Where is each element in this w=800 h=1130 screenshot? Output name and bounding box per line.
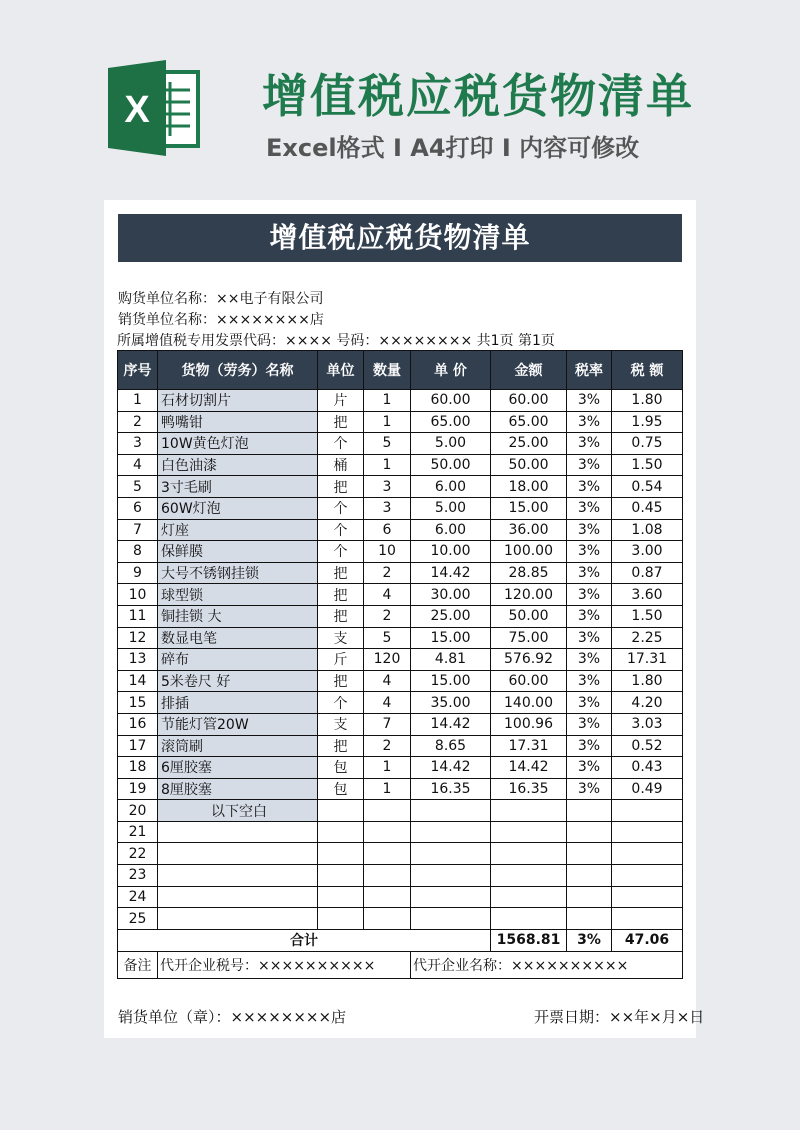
cell-price: [411, 843, 491, 865]
cell-qty: [364, 908, 411, 930]
cell-tax: [612, 886, 683, 908]
cell-qty: 3: [364, 497, 411, 519]
cell-name: 8厘胶塞: [158, 778, 318, 800]
cell-qty: [364, 886, 411, 908]
cell-qty: 2: [364, 735, 411, 757]
cell-amount: 100.00: [491, 541, 567, 563]
table-row: [118, 757, 683, 779]
cell-price: [411, 865, 491, 887]
cell-qty: 1: [364, 778, 411, 800]
cell-name: 大号不锈钢挂锁: [158, 562, 318, 584]
footer-invoice-date: 开票日期：××年×月×日: [534, 1008, 705, 1026]
table-header-row: [118, 351, 683, 390]
cell-amount: 120.00: [491, 584, 567, 606]
cell-name: 滚筒刷: [158, 735, 318, 757]
cell-no: 12: [118, 627, 158, 649]
table-row: [118, 519, 683, 541]
cell-price: [411, 886, 491, 908]
cell-tax: 0.52: [612, 735, 683, 757]
cell-no: 2: [118, 411, 158, 433]
cell-price: 10.00: [411, 541, 491, 563]
document-sheet: [104, 200, 705, 1038]
table-row: [118, 605, 683, 627]
cell-name: 石材切割片: [158, 390, 318, 412]
remark-label: 备注: [118, 951, 158, 978]
cell-amount: 140.00: [491, 692, 567, 714]
cell-amount: [491, 821, 567, 843]
table-row: [118, 778, 683, 800]
cell-rate: [567, 886, 612, 908]
cell-name: [158, 908, 318, 930]
invoice-code-line: 所属增值税专用发票代码：×××× 号码：×××××××× 共1页 第1页: [117, 333, 555, 349]
cell-price: 65.00: [411, 411, 491, 433]
table-row: [118, 908, 683, 930]
cell-no: 22: [118, 843, 158, 865]
excel-logo-icon: [104, 58, 204, 158]
cell-unit: 个: [318, 497, 364, 519]
cell-amount: 75.00: [491, 627, 567, 649]
col-header-unit: 单位: [318, 351, 364, 390]
cell-amount: 16.35: [491, 778, 567, 800]
cell-name: 节能灯管20W: [158, 713, 318, 735]
cell-amount: 18.00: [491, 476, 567, 498]
cell-tax: 0.45: [612, 497, 683, 519]
cell-amount: 36.00: [491, 519, 567, 541]
cell-qty: 120: [364, 649, 411, 671]
cell-unit: 把: [318, 605, 364, 627]
cell-rate: 3%: [567, 649, 612, 671]
cell-no: 1: [118, 390, 158, 412]
cell-rate: 3%: [567, 692, 612, 714]
cell-name: 鸭嘴钳: [158, 411, 318, 433]
cell-qty: 3: [364, 476, 411, 498]
cell-rate: 3%: [567, 454, 612, 476]
cell-tax: [612, 821, 683, 843]
table-row: [118, 670, 683, 692]
cell-no: 19: [118, 778, 158, 800]
cell-no: 9: [118, 562, 158, 584]
cell-qty: 10: [364, 541, 411, 563]
cell-tax: 0.75: [612, 433, 683, 455]
goods-table: [117, 350, 683, 979]
cell-tax: 3.00: [612, 541, 683, 563]
cell-amount: [491, 886, 567, 908]
cell-unit: 包: [318, 757, 364, 779]
cell-no: 13: [118, 649, 158, 671]
cell-name: [158, 865, 318, 887]
cell-rate: [567, 908, 612, 930]
cell-name: 5米卷尺 好: [158, 670, 318, 692]
buyer-name: 购货单位名称：××电子有限公司: [118, 291, 324, 307]
cell-unit: 个: [318, 519, 364, 541]
cell-amount: 50.00: [491, 605, 567, 627]
cell-tax: 3.60: [612, 584, 683, 606]
cell-tax: 4.20: [612, 692, 683, 714]
cell-price: 14.42: [411, 713, 491, 735]
page-title: 增值税应税货物清单: [262, 69, 694, 123]
cell-amount: 15.00: [491, 497, 567, 519]
cell-unit: 个: [318, 433, 364, 455]
cell-no: 20: [118, 800, 158, 822]
table-row: [118, 433, 683, 455]
cell-amount: 60.00: [491, 670, 567, 692]
cell-name: 铜挂锁 大: [158, 605, 318, 627]
cell-rate: 3%: [567, 627, 612, 649]
cell-amount: [491, 800, 567, 822]
cell-rate: 3%: [567, 519, 612, 541]
col-header-qty: 数量: [364, 351, 411, 390]
table-row: [118, 627, 683, 649]
cell-no: 8: [118, 541, 158, 563]
cell-amount: 50.00: [491, 454, 567, 476]
cell-name: 白色油漆: [158, 454, 318, 476]
cell-price: 14.42: [411, 562, 491, 584]
cell-unit: 支: [318, 713, 364, 735]
table-row: [118, 713, 683, 735]
cell-amount: 25.00: [491, 433, 567, 455]
cell-unit: 包: [318, 778, 364, 800]
cell-amount: [491, 865, 567, 887]
cell-price: 25.00: [411, 605, 491, 627]
cell-qty: 1: [364, 454, 411, 476]
cell-unit: 个: [318, 541, 364, 563]
cell-unit: 把: [318, 670, 364, 692]
cell-unit: 把: [318, 562, 364, 584]
cell-no: 10: [118, 584, 158, 606]
cell-no: 24: [118, 886, 158, 908]
cell-price: 8.65: [411, 735, 491, 757]
table-row: [118, 800, 683, 822]
cell-rate: 3%: [567, 497, 612, 519]
remark-tax-no: 代开企业税号：××××××××××: [158, 951, 411, 978]
table-row: [118, 584, 683, 606]
cell-price: 15.00: [411, 670, 491, 692]
cell-price: 6.00: [411, 519, 491, 541]
col-header-rate: 税率: [567, 351, 612, 390]
cell-name: 排插: [158, 692, 318, 714]
cell-rate: 3%: [567, 584, 612, 606]
cell-tax: 0.87: [612, 562, 683, 584]
cell-rate: 3%: [567, 562, 612, 584]
table-row: [118, 886, 683, 908]
cell-rate: 3%: [567, 411, 612, 433]
cell-price: 5.00: [411, 433, 491, 455]
cell-tax: [612, 800, 683, 822]
table-row: [118, 497, 683, 519]
cell-amount: 60.00: [491, 390, 567, 412]
cell-qty: 1: [364, 411, 411, 433]
total-rate: 3%: [567, 929, 612, 951]
cell-no: 3: [118, 433, 158, 455]
table-row: [118, 735, 683, 757]
cell-qty: 7: [364, 713, 411, 735]
cell-tax: 1.95: [612, 411, 683, 433]
cell-unit: 支: [318, 627, 364, 649]
cell-tax: 0.49: [612, 778, 683, 800]
cell-no: 5: [118, 476, 158, 498]
table-row: [118, 865, 683, 887]
cell-price: 50.00: [411, 454, 491, 476]
col-header-amount: 金额: [491, 351, 567, 390]
cell-name: 保鲜膜: [158, 541, 318, 563]
footer-seller-seal: 销货单位（章）：××××××××店: [118, 1008, 347, 1026]
cell-no: 21: [118, 821, 158, 843]
cell-tax: 3.03: [612, 713, 683, 735]
cell-tax: [612, 908, 683, 930]
cell-qty: 5: [364, 627, 411, 649]
cell-tax: 0.54: [612, 476, 683, 498]
cell-name: 灯座: [158, 519, 318, 541]
cell-qty: 2: [364, 562, 411, 584]
cell-rate: [567, 800, 612, 822]
cell-amount: 100.96: [491, 713, 567, 735]
table-row: [118, 649, 683, 671]
cell-unit: [318, 821, 364, 843]
cell-rate: 3%: [567, 433, 612, 455]
page-subtitle: Excel格式 I A4打印 I 内容可修改: [266, 134, 640, 162]
svg-text:X: X: [124, 89, 150, 131]
cell-unit: 把: [318, 476, 364, 498]
table-row: [118, 411, 683, 433]
cell-name: [158, 821, 318, 843]
cell-qty: 4: [364, 670, 411, 692]
cell-unit: 斤: [318, 649, 364, 671]
cell-price: 4.81: [411, 649, 491, 671]
cell-name: [158, 886, 318, 908]
col-header-tax: 税 额: [612, 351, 683, 390]
cell-rate: 3%: [567, 757, 612, 779]
cell-price: 14.42: [411, 757, 491, 779]
col-header-name: 货物（劳务）名称: [158, 351, 318, 390]
col-header-no: 序号: [118, 351, 158, 390]
cell-rate: [567, 843, 612, 865]
cell-rate: 3%: [567, 735, 612, 757]
cell-tax: 1.50: [612, 605, 683, 627]
cell-amount: 576.92: [491, 649, 567, 671]
cell-rate: [567, 865, 612, 887]
total-amount: 1568.81: [491, 929, 567, 951]
cell-tax: 1.80: [612, 390, 683, 412]
cell-qty: [364, 800, 411, 822]
total-label: 合计: [118, 929, 491, 951]
cell-unit: [318, 886, 364, 908]
cell-price: 30.00: [411, 584, 491, 606]
cell-name: [158, 843, 318, 865]
cell-price: 35.00: [411, 692, 491, 714]
cell-unit: 个: [318, 692, 364, 714]
cell-no: 4: [118, 454, 158, 476]
remark-row: [118, 951, 683, 978]
cell-rate: 3%: [567, 778, 612, 800]
table-row: [118, 821, 683, 843]
cell-price: [411, 908, 491, 930]
cell-name: 球型锁: [158, 584, 318, 606]
table-row: [118, 692, 683, 714]
sheet-title-banner: 增值税应税货物清单: [118, 214, 682, 262]
cell-unit: [318, 865, 364, 887]
total-row: [118, 929, 683, 951]
cell-name: 3寸毛刷: [158, 476, 318, 498]
cell-tax: [612, 843, 683, 865]
cell-no: 16: [118, 713, 158, 735]
cell-amount: [491, 908, 567, 930]
cell-rate: 3%: [567, 713, 612, 735]
cell-unit: 把: [318, 411, 364, 433]
cell-price: [411, 821, 491, 843]
cell-rate: 3%: [567, 670, 612, 692]
cell-amount: [491, 843, 567, 865]
cell-no: 6: [118, 497, 158, 519]
cell-unit: 片: [318, 390, 364, 412]
cell-no: 23: [118, 865, 158, 887]
cell-no: 11: [118, 605, 158, 627]
cell-no: 14: [118, 670, 158, 692]
table-row: [118, 562, 683, 584]
cell-rate: 3%: [567, 476, 612, 498]
cell-name: 60W灯泡: [158, 497, 318, 519]
table-row: [118, 541, 683, 563]
cell-tax: 17.31: [612, 649, 683, 671]
cell-tax: 1.80: [612, 670, 683, 692]
cell-amount: 14.42: [491, 757, 567, 779]
cell-qty: [364, 865, 411, 887]
cell-price: 6.00: [411, 476, 491, 498]
cell-price: 5.00: [411, 497, 491, 519]
col-header-price: 单 价: [411, 351, 491, 390]
seller-name: 销货单位名称：××××××××店: [118, 312, 324, 328]
cell-qty: [364, 843, 411, 865]
cell-no: 25: [118, 908, 158, 930]
cell-name: 数显电笔: [158, 627, 318, 649]
cell-tax: 0.43: [612, 757, 683, 779]
cell-name: 6厘胶塞: [158, 757, 318, 779]
cell-price: [411, 800, 491, 822]
cell-no: 17: [118, 735, 158, 757]
cell-qty: 4: [364, 692, 411, 714]
cell-qty: 2: [364, 605, 411, 627]
cell-unit: 把: [318, 735, 364, 757]
cell-tax: 2.25: [612, 627, 683, 649]
cell-qty: [364, 821, 411, 843]
cell-tax: 1.50: [612, 454, 683, 476]
cell-name: 以下空白: [158, 800, 318, 822]
table-row: [118, 390, 683, 412]
cell-no: 18: [118, 757, 158, 779]
cell-qty: 6: [364, 519, 411, 541]
cell-rate: 3%: [567, 541, 612, 563]
cell-price: 60.00: [411, 390, 491, 412]
cell-qty: 4: [364, 584, 411, 606]
cell-rate: 3%: [567, 390, 612, 412]
cell-unit: [318, 800, 364, 822]
cell-tax: [612, 865, 683, 887]
table-row: [118, 843, 683, 865]
cell-price: 16.35: [411, 778, 491, 800]
cell-no: 7: [118, 519, 158, 541]
cell-tax: 1.08: [612, 519, 683, 541]
cell-unit: [318, 908, 364, 930]
cell-amount: 28.85: [491, 562, 567, 584]
table-row: [118, 476, 683, 498]
cell-price: 15.00: [411, 627, 491, 649]
table-row: [118, 454, 683, 476]
cell-amount: 65.00: [491, 411, 567, 433]
cell-no: 15: [118, 692, 158, 714]
cell-rate: [567, 821, 612, 843]
cell-amount: 17.31: [491, 735, 567, 757]
cell-unit: 把: [318, 584, 364, 606]
cell-qty: 1: [364, 757, 411, 779]
cell-qty: 1: [364, 390, 411, 412]
cell-name: 10W黄色灯泡: [158, 433, 318, 455]
cell-qty: 5: [364, 433, 411, 455]
remark-company: 代开企业名称：××××××××××: [411, 951, 683, 978]
cell-unit: 桶: [318, 454, 364, 476]
cell-name: 碎布: [158, 649, 318, 671]
cell-rate: 3%: [567, 605, 612, 627]
cell-unit: [318, 843, 364, 865]
total-tax: 47.06: [612, 929, 683, 951]
